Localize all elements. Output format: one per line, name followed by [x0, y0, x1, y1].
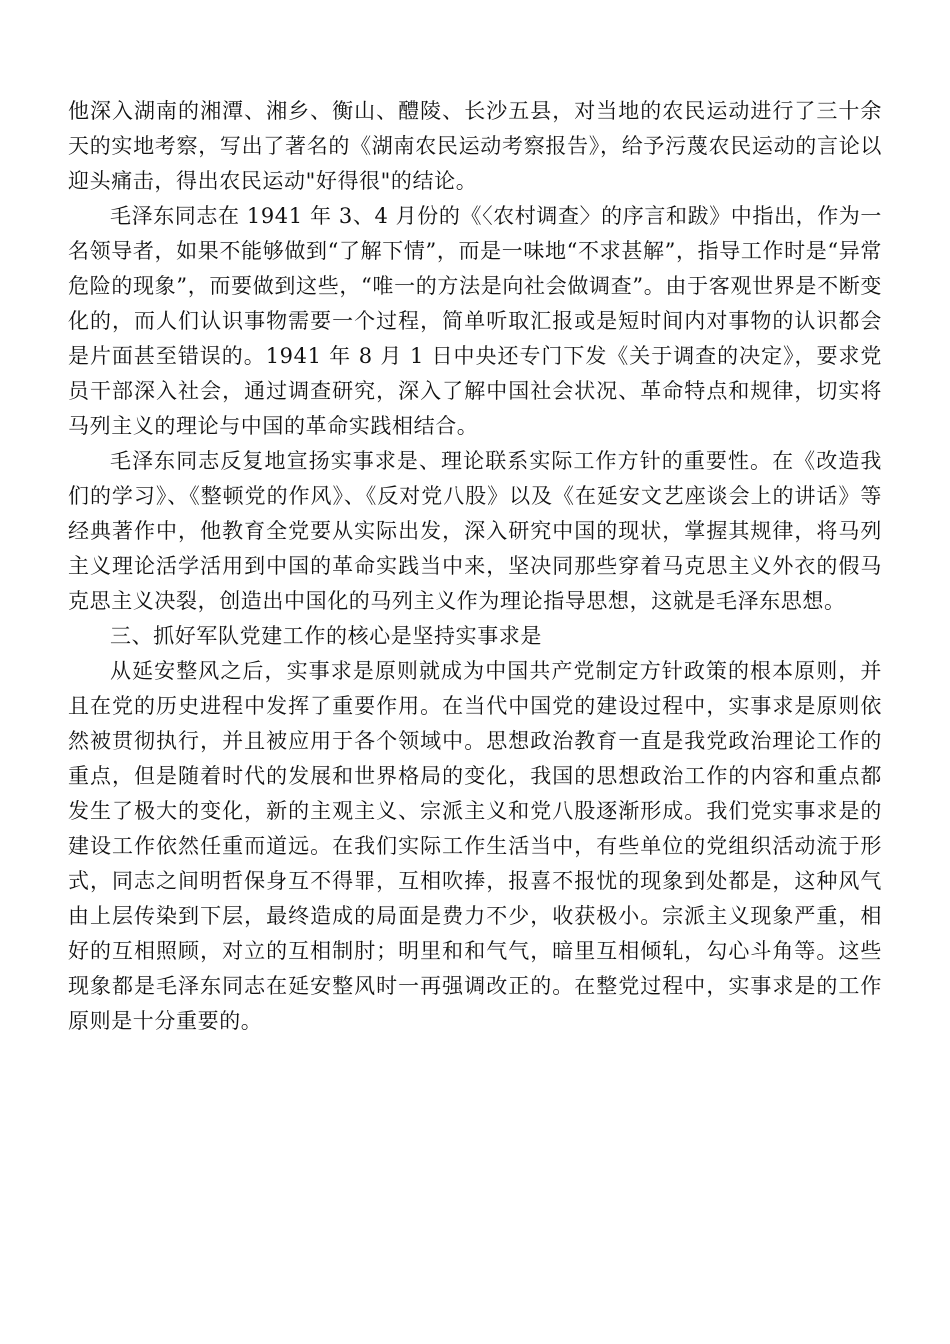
paragraph-continued: 他深入湖南的湘潭、湘乡、衡山、醴陵、长沙五县，对当地的农民运动进行了三十余天的实地考察，写出了著名的《湖南农民运动考察报告》，给予污蔑农民运动的言论以迎头痛击，得出农民运动"好得很"的结论。 [68, 99, 882, 193]
document-body [68, 94, 882, 1039]
paragraph-rural-survey: 毛泽东同志在 1941 年 3、4 月份的《〈农村调查〉的序言和跋》中指出，作为一名领导者，如果不能够做到“了解下情”，而是一味地“不求甚解”，指导工作时是“异常危险的现象”，而要做到这些，“唯一的方法是向社会做调查”。由于客观世界是不断变化的，而人们认识事物需要一个过程，简单听取汇报或是短时间内对事物的认识都会是片面甚至错误的。1941 年 8 月 1 日中央还专门下发《关于调查的决定》，要求党员干部深入社会，通过调查研究，深入了解中国社会状况、革命特点和规律，切实将马列主义的理论与中国的革命实践相结合。 [68, 204, 882, 438]
paragraph-party-building: 从延安整风之后，实事求是原则就成为中国共产党制定方针政策的根本原则，并且在党的历史进程中发挥了重要作用。在当代中国党的建设过程中，实事求是原则依然被贯彻执行，并且被应用于各个领域中。思想政治教育一直是我党政治理论工作的重点，但是随着时代的发展和世界格局的变化，我国的思想政治工作的内容和重点都发生了极大的变化，新的主观主义、宗派主义和党八股逐渐形成。我们党实事求是的建设工作依然任重而道远。在我们实际工作生活当中，有些单位的党组织活动流于形式，同志之间明哲保身互不得罪，互相吹捧，报喜不报忧的现象到处都是，这种风气由上层传染到下层，最终造成的局面是费力不少，收获极小。宗派主义现象严重，相好的互相照顾，对立的互相制肘；明里和和气气，暗里互相倾轧，勾心斗角等。这些现象都是毛泽东同志在延安整风时一再强调改正的。在整党过程中，实事求是的工作原则是十分重要的。 [68, 659, 882, 1033]
paragraph-seek-truth: 毛泽东同志反复地宣扬实事求是、理论联系实际工作方针的重要性。在《改造我们的学习》、《整顿党的作风》、《反对党八股》以及《在延安文艺座谈会上的讲话》等经典著作中，他教育全党要从实际出发，深入研究中国的现状，掌握其规律，将马列主义理论活学活用到中国的革命实践当中来，坚决同那些穿着马克思主义外衣的假马克思主义决裂，创造出中国化的马列主义作为理论指导思想，这就是毛泽东思想。 [68, 449, 882, 613]
section-heading: 三、抓好军队党建工作的核心是坚持实事求是 [110, 624, 542, 648]
